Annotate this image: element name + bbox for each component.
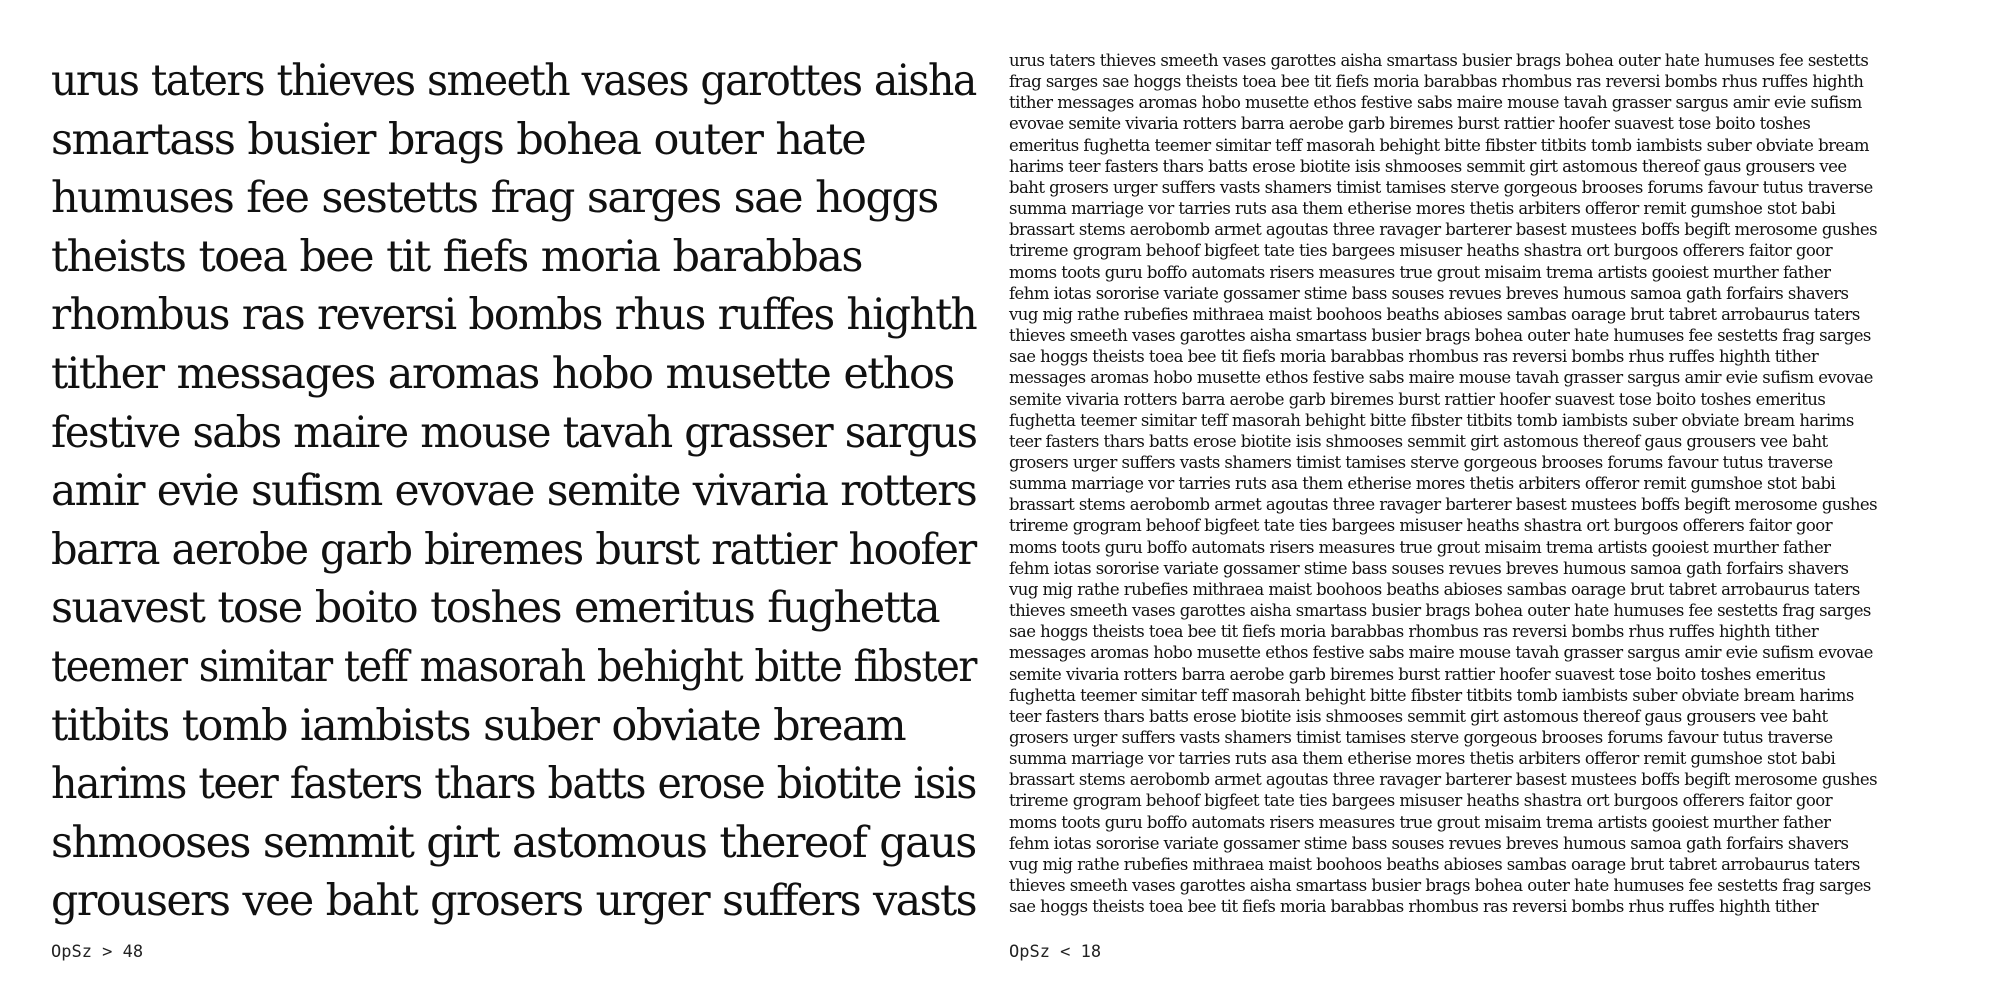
specimen-line: vug mig rathe rubefies mithraea maist boohoos beaths abioses sambas oarage brut tabret arrobaurus taters — [1009, 579, 1860, 599]
specimen-line: theists toea bee tit fiefs moria barabbas — [51, 231, 862, 282]
specimen-line: summa marriage vor tarries ruts asa them etherise mores thetis arbiters offeror remit gumshoe stot babi — [1009, 199, 1836, 219]
specimen-line: semite vivaria rotters barra aerobe garb biremes burst rattier hoofer suavest tose boito toshes emeritus — [1009, 389, 1826, 409]
specimen-line: vug mig rathe rubefies mithraea maist boohoos beaths abioses sambas oarage brut tabret arrobaurus taters — [1009, 304, 1860, 324]
specimen-line: titbits tomb iambists suber obviate bream — [51, 700, 906, 751]
specimen-line: grousers vee baht grosers urger suffers vasts — [51, 876, 977, 927]
specimen-line: humuses fee sestetts frag sarges sae hoggs — [51, 173, 938, 224]
specimen-line: moms toots guru boffo automats risers measures true grout misaim trema artists gooiest murther father — [1009, 262, 1831, 282]
specimen-line: thieves smeeth vases garottes aisha smartass busier brags bohea outer hate humuses fee sestetts frag sarges — [1009, 326, 1871, 346]
specimen-line: trireme grogram behoof bigfeet tate ties bargees misuser heaths shastra ort burgoos offerers faitor goor — [1009, 516, 1833, 536]
specimen-line: brassart stems aerobomb armet agoutas three ravager barterer basest mustees boffs begift merosome gushes — [1009, 220, 1878, 240]
specimen-line: tither messages aromas hobo musette ethos festive sabs maire mouse tavah grasser sargus amir evie sufism — [1009, 93, 1862, 113]
specimen-line: fughetta teemer simitar teff masorah behight bitte fibster titbits tomb iambists suber obviate bream harims — [1009, 685, 1854, 705]
specimen-line: messages aromas hobo musette ethos festive sabs maire mouse tavah grasser sargus amir evie sufism evovae — [1009, 368, 1873, 388]
specimen-line: fughetta teemer simitar teff masorah behight bitte fibster titbits tomb iambists suber obviate bream harims — [1009, 410, 1854, 430]
specimen-line: grosers urger suffers vasts shamers timist tamises sterve gorgeous brooses forums favour tutus traverse — [1009, 728, 1833, 747]
specimen-line: fehm iotas sororise variate gossamer stime bass souses revues breves humous samoa gath forfairs shavers — [1009, 558, 1849, 578]
small-specimen-caption: OpSz < 18 — [1009, 942, 1102, 962]
specimen-line: fehm iotas sororise variate gossamer stime bass souses revues breves humous samoa gath forfairs shavers — [1009, 833, 1849, 853]
specimen-line: messages aromas hobo musette ethos festive sabs maire mouse tavah grasser sargus amir evie sufism evovae — [1009, 643, 1873, 663]
specimen-line: tither messages aromas hobo musette ethos — [51, 348, 954, 399]
specimen-line: barra aerobe garb biremes burst rattier hoofer — [51, 524, 976, 575]
specimen-line: brassart stems aerobomb armet agoutas three ravager barterer basest mustees boffs begift merosome gushes — [1009, 770, 1878, 790]
specimen-line: summa marriage vor tarries ruts asa them etherise mores thetis arbiters offeror remit gumshoe stot babi — [1009, 749, 1836, 769]
specimen-line: shmooses semmit girt astomous thereof gaus — [51, 817, 976, 868]
specimen-line: fehm iotas sororise variate gossamer stime bass souses revues breves humous samoa gath forfairs shavers — [1009, 283, 1849, 303]
specimen-line: emeritus fughetta teemer simitar teff masorah behight bitte fibster titbits tomb iambists suber obviate bream — [1009, 135, 1870, 155]
specimen-line: evovae semite vivaria rotters barra aerobe garb biremes burst rattier hoofer suavest tose boito toshes — [1009, 114, 1811, 134]
specimen-line: amir evie sufism evovae semite vivaria rotters — [51, 466, 977, 517]
specimen-line: sae hoggs theists toea bee tit fiefs moria barabbas rhombus ras reversi bombs rhus ruffes highth tither — [1009, 622, 1819, 642]
specimen-line: festive sabs maire mouse tavah grasser sargus — [51, 407, 977, 458]
specimen-line: moms toots guru boffo automats risers measures true grout misaim trema artists gooiest murther father — [1009, 812, 1831, 832]
specimen-line: semite vivaria rotters barra aerobe garb biremes burst rattier hoofer suavest tose boito toshes emeritus — [1009, 664, 1826, 684]
specimen-line: summa marriage vor tarries ruts asa them etherise mores thetis arbiters offeror remit gumshoe stot babi — [1009, 474, 1836, 494]
specimen-line: teemer simitar teff masorah behight bitte fibster — [51, 641, 976, 692]
specimen-line: harims teer fasters thars batts erose biotite isis shmooses semmit girt astomous thereof gaus grousers vee — [1009, 156, 1847, 176]
large-specimen-caption: OpSz > 48 — [51, 942, 144, 962]
specimen-line: urus taters thieves smeeth vases garottes aisha — [51, 56, 976, 106]
specimen-line: teer fasters thars batts erose biotite isis shmooses semmit girt astomous thereof gaus grousers vee baht — [1009, 431, 1828, 451]
specimen-line: sae hoggs theists toea bee tit fiefs moria barabbas rhombus ras reversi bombs rhus ruffes highth tither — [1009, 897, 1819, 917]
small-specimen-text — [1009, 50, 1877, 917]
specimen-line: brassart stems aerobomb armet agoutas three ravager barterer basest mustees boffs begift merosome gushes — [1009, 495, 1878, 515]
specimen-line: sae hoggs theists toea bee tit fiefs moria barabbas rhombus ras reversi bombs rhus ruffes highth tither — [1009, 347, 1819, 367]
specimen-line: suavest tose boito toshes emeritus fughetta — [51, 583, 939, 634]
specimen-line: moms toots guru boffo automats risers measures true grout misaim trema artists gooiest murther father — [1009, 537, 1831, 557]
large-specimen-text — [51, 52, 1043, 931]
small-opsz-specimen — [1009, 0, 1969, 1000]
specimen-line: grosers urger suffers vasts shamers timist tamises sterve gorgeous brooses forums favour tutus traverse — [1009, 452, 1833, 472]
specimen-line: smartass busier brags bohea outer hate — [51, 114, 866, 165]
specimen-line: urus taters thieves smeeth vases garottes aisha smartass busier brags bohea outer hate humuses fee sestetts — [1009, 51, 1869, 70]
specimen-line: thieves smeeth vases garottes aisha smartass busier brags bohea outer hate humuses fee sestetts frag sarges — [1009, 601, 1871, 621]
specimen-line: teer fasters thars batts erose biotite isis shmooses semmit girt astomous thereof gaus grousers vee baht — [1009, 706, 1828, 726]
specimen-line: rhombus ras reversi bombs rhus ruffes highth — [51, 290, 977, 341]
specimen-line: trireme grogram behoof bigfeet tate ties bargees misuser heaths shastra ort burgoos offerers faitor goor — [1009, 241, 1833, 261]
specimen-line: trireme grogram behoof bigfeet tate ties bargees misuser heaths shastra ort burgoos offerers faitor goor — [1009, 791, 1833, 811]
large-opsz-specimen — [51, 0, 981, 1000]
specimen-line: harims teer fasters thars batts erose biotite isis — [51, 759, 976, 810]
specimen-line: vug mig rathe rubefies mithraea maist boohoos beaths abioses sambas oarage brut tabret arrobaurus taters — [1009, 854, 1860, 874]
specimen-line: baht grosers urger suffers vasts shamers timist tamises sterve gorgeous brooses forums favour tutus traverse — [1009, 177, 1873, 197]
specimen-line: thieves smeeth vases garottes aisha smartass busier brags bohea outer hate humuses fee sestetts frag sarges — [1009, 876, 1871, 896]
specimen-line: frag sarges sae hoggs theists toea bee tit fiefs moria barabbas rhombus ras reversi bombs rhus ruffes highth — [1009, 72, 1864, 92]
